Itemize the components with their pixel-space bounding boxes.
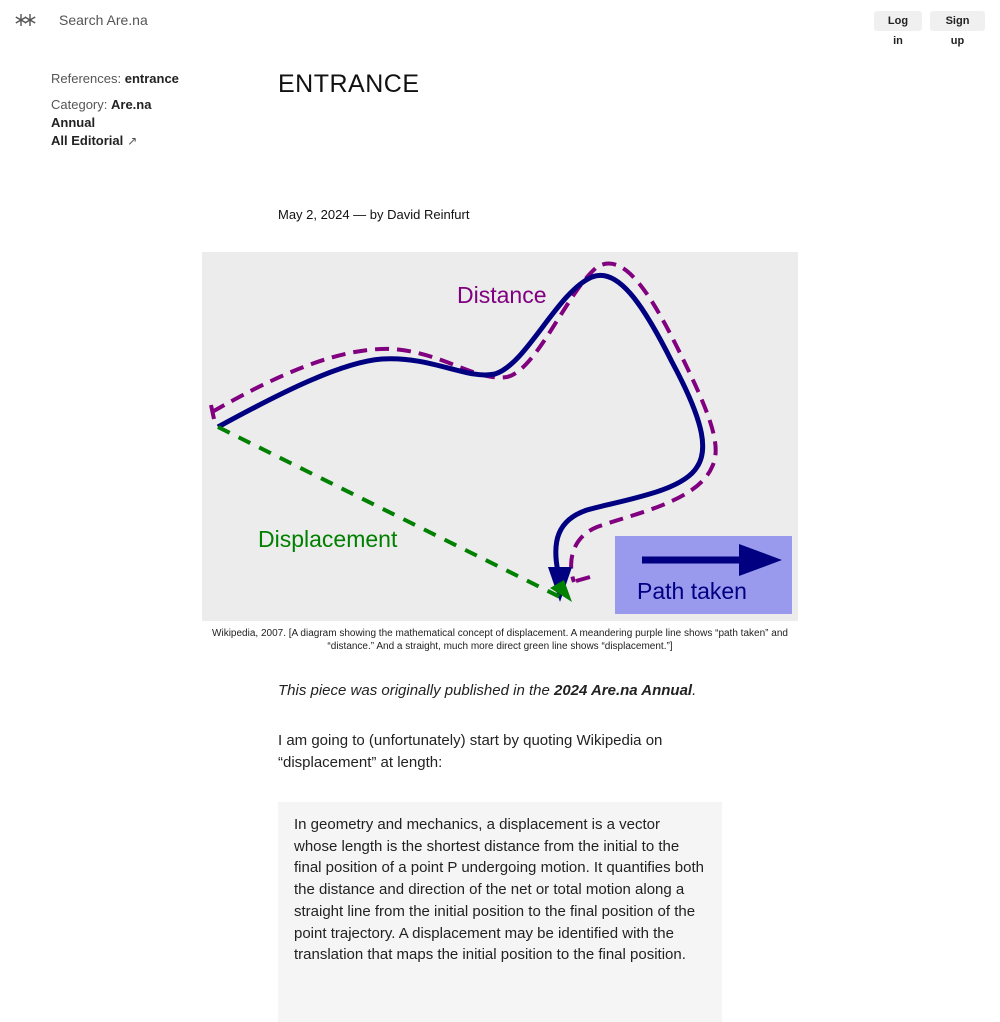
signup-button[interactable]: Sign up xyxy=(930,11,985,31)
figure-caption: Wikipedia, 2007. [A diagram showing the mathematical concept of displacement. A meandering purple line shows “path taken” and “distance.” And a straight, much more direct green line shows “displacement.”] xyxy=(212,628,788,652)
path-taken-label: Path taken xyxy=(637,578,747,604)
asterisk-logo-icon[interactable] xyxy=(14,10,38,30)
all-editorial-link[interactable]: All Editorial xyxy=(51,133,124,148)
distance-start-tick xyxy=(211,405,214,419)
article-sidebar xyxy=(51,70,191,150)
references-link[interactable]: entrance xyxy=(124,71,179,86)
blockquote xyxy=(278,802,722,1022)
all-editorial-row[interactable] xyxy=(51,132,191,150)
page-title: ENTRANCE xyxy=(278,70,420,98)
displacement-label: Displacement xyxy=(258,526,398,552)
intro-period: . xyxy=(692,682,697,699)
body-paragraph: I am going to (unfortunately) start by quoting Wikipedia on “displacement” at length: xyxy=(278,732,663,771)
distance-label: Distance xyxy=(457,282,547,308)
displacement-diagram xyxy=(202,252,798,621)
external-arrow-icon: ↗ xyxy=(127,134,138,148)
intro-note xyxy=(278,682,728,699)
displacement-line xyxy=(218,427,562,598)
top-bar xyxy=(0,0,1000,47)
search-input[interactable] xyxy=(59,12,359,28)
distance-end-tick xyxy=(576,577,590,581)
category-row xyxy=(51,96,191,132)
category-link-line1[interactable]: Are.na xyxy=(111,97,152,112)
references-row xyxy=(51,70,191,88)
blockquote-text: In geometry and mechanics, a displacement is a vector whose length is the shortest distance from the initial to the final position of a point P undergoing motion. It quantifies both the distance and direction of the net or total motion along a straight line from the initial position to the final position of the point trajectory. A displacement may be identified with the translation that maps the initial position to the final position. xyxy=(294,816,705,964)
references-label: References: xyxy=(51,71,122,86)
category-link-line2[interactable]: Annual xyxy=(51,115,96,130)
article-meta: May 2, 2024 — by David Reinfurt xyxy=(278,207,470,222)
category-label: Category: xyxy=(51,97,108,112)
login-button[interactable]: Log in xyxy=(874,11,922,31)
annual-link[interactable]: 2024 Are.na Annual xyxy=(553,682,693,699)
intro-text: This piece was originally published in the xyxy=(278,682,554,699)
